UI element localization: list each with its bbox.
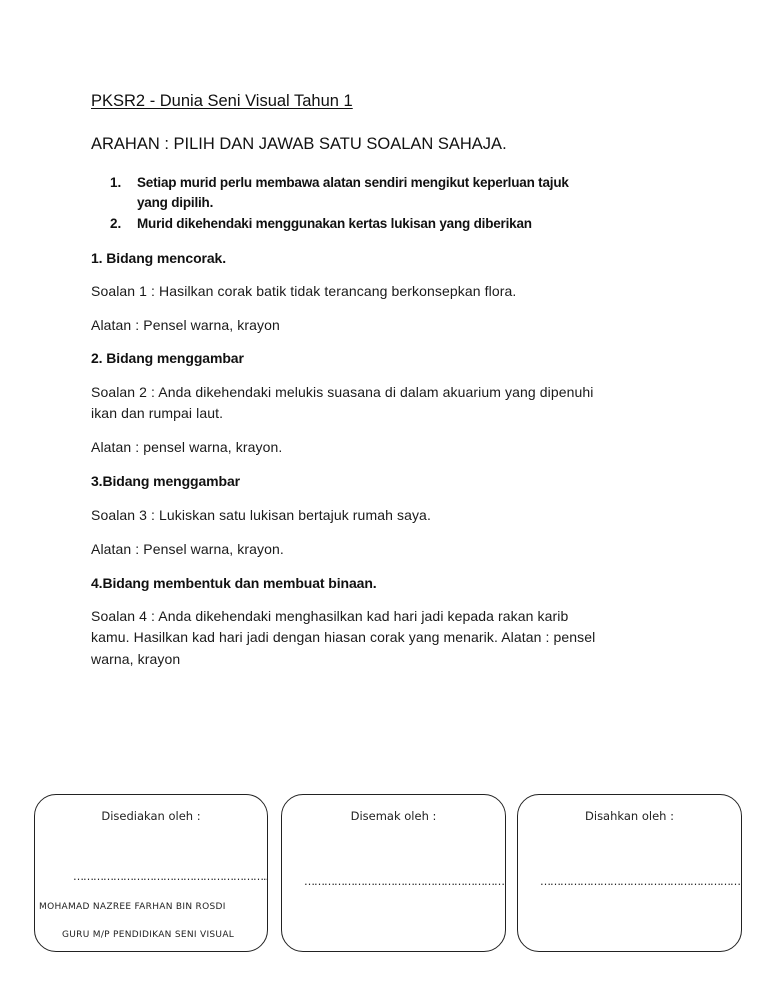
section-4-question-line3: warna, krayon: [91, 651, 181, 667]
section-2-tools: Alatan : pensel warna, krayon.: [91, 439, 283, 455]
section-3-tools: Alatan : Pensel warna, krayon.: [91, 541, 284, 557]
signature-box-approved: [517, 794, 742, 952]
section-2-question-line1: Soalan 2 : Anda dikehendaki melukis suasana di dalam akuarium yang dipenuhi: [91, 384, 594, 400]
section-2-heading: 2. Bidang menggambar: [91, 350, 244, 366]
section-2-question-line2: ikan dan rumpai laut.: [91, 405, 224, 421]
document-title: PKSR2 - Dunia Seni Visual Tahun 1: [91, 92, 353, 110]
signature-box-reviewed: [281, 794, 506, 952]
approved-by-label: Disahkan oleh :: [585, 809, 674, 823]
section-4-heading: 4.Bidang membentuk dan membuat binaan.: [91, 575, 377, 591]
prepared-by-label: Disediakan oleh :: [101, 809, 201, 823]
teacher-name: MOHAMAD NAZREE FARHAN BIN ROSDI: [39, 902, 226, 912]
section-1-question: Soalan 1 : Hasilkan corak batik tidak terancang berkonsepkan flora.: [91, 283, 517, 299]
section-3-heading: 3.Bidang menggambar: [91, 473, 241, 489]
signature-line: ……………………………………………………: [304, 875, 504, 888]
section-4-question-line2: kamu. Hasilkan kad hari jadi dengan hiasan corak yang menarik. Alatan : pensel: [91, 629, 596, 645]
instruction-2-line1: Murid dikehendaki menggunakan kertas lukisan yang diberikan: [137, 216, 532, 231]
instruction-number: 2.: [110, 216, 122, 231]
instruction-1-line1: Setiap murid perlu membawa alatan sendiri mengikut keperluan tajuk: [137, 175, 569, 190]
signature-box-prepared: [34, 794, 268, 952]
section-1-tools: Alatan : Pensel warna, krayon: [91, 317, 280, 333]
section-1-heading: 1. Bidang mencorak.: [91, 250, 227, 266]
signature-line: …………………………………………………..: [73, 870, 268, 883]
section-4-question-line1: Soalan 4 : Anda dikehendaki menghasilkan kad hari jadi kepada rakan karib: [91, 608, 569, 624]
reviewed-by-label: Disemak oleh :: [350, 809, 437, 823]
signature-line: ……………………………………………………: [540, 875, 740, 888]
section-3-question: Soalan 3 : Lukiskan satu lukisan bertajuk rumah saya.: [91, 507, 431, 523]
instruction-number: 1.: [110, 175, 122, 190]
teacher-role: GURU M/P PENDIDIKAN SENI VISUAL: [62, 930, 235, 940]
instruction-1-line2: yang dipilih.: [137, 195, 214, 210]
instruction-heading: ARAHAN : PILIH DAN JAWAB SATU SOALAN SAHAJA.: [91, 135, 507, 153]
